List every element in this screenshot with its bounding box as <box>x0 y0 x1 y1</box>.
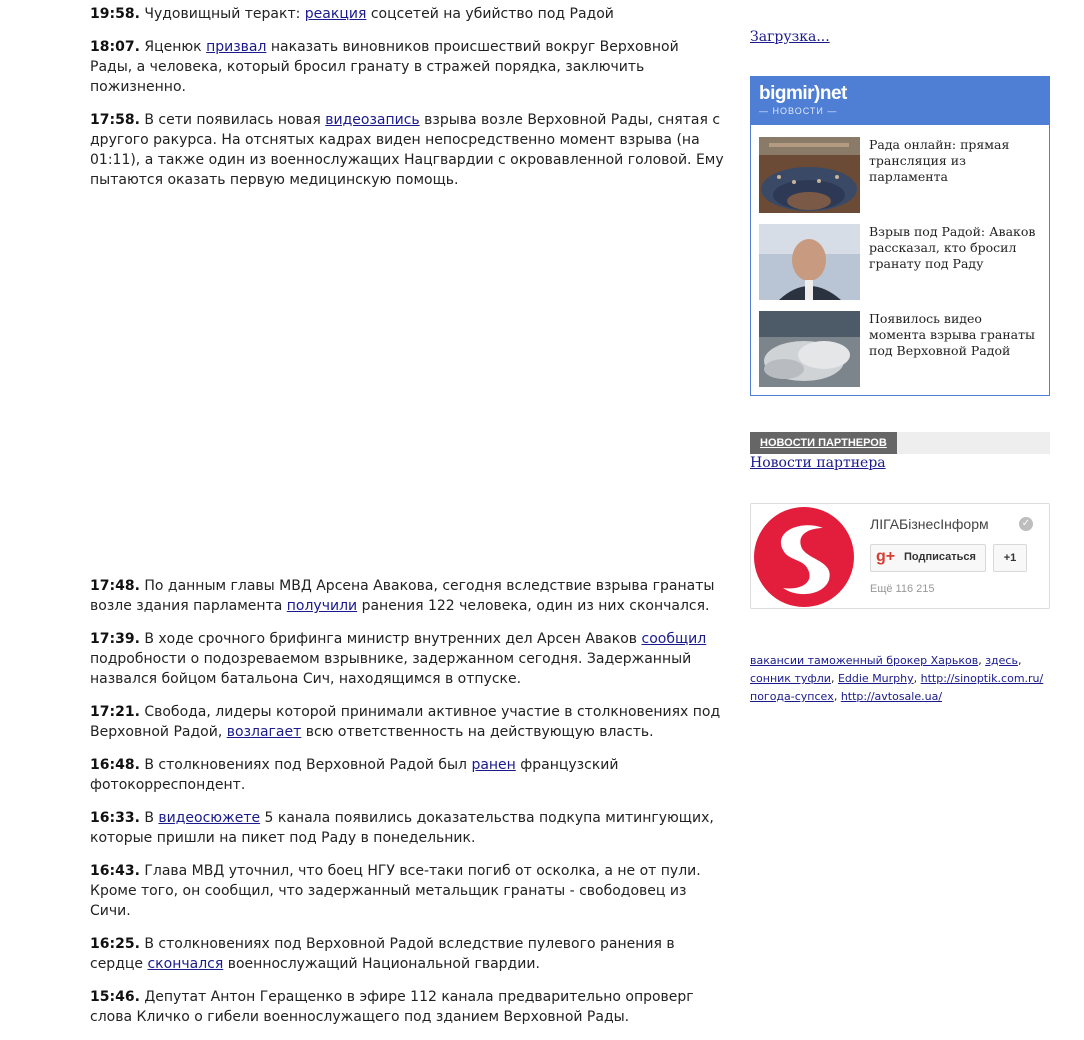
follow-label: Подписаться <box>904 551 976 563</box>
news-text: В ходе срочного брифинга министр внутренних дел Арсен Аваков <box>139 631 642 647</box>
news-item <box>90 629 725 689</box>
news-time: 16:48. <box>90 757 140 773</box>
ad-link[interactable]: сонник туфли <box>750 672 831 685</box>
bigmir-news-item[interactable] <box>759 137 1043 213</box>
news-link[interactable]: призвал <box>206 39 267 55</box>
news-text: всю ответственность на действующую власть. <box>301 724 654 740</box>
news-link[interactable]: ранен <box>471 757 516 773</box>
news-item <box>90 702 725 742</box>
ad-separator: , <box>830 672 838 685</box>
followers-count: Ещё 116 215 <box>870 583 935 595</box>
news-link[interactable]: сообщил <box>641 631 707 647</box>
ad-separator: , <box>833 690 841 703</box>
partners-tag[interactable]: НОВОСТИ ПАРТНЕРОВ <box>750 432 897 454</box>
bigmir-logo: bigmir)net <box>759 83 847 104</box>
page-name[interactable]: ЛIГАБiзнесIнформ <box>870 516 989 532</box>
verified-icon: ✓ <box>1019 517 1033 531</box>
ad-link[interactable]: погода-супсех <box>750 690 834 703</box>
ad-link[interactable]: http://sinoptik.com.ru/ <box>920 672 1044 685</box>
news-text: В <box>139 810 159 826</box>
news-feed <box>90 4 725 1040</box>
news-text: В столкновениях под Верховной Радой был <box>139 757 472 773</box>
ad-link[interactable]: Eddie Murphy <box>837 672 914 685</box>
news-item <box>90 37 725 97</box>
news-item <box>90 4 725 24</box>
ad-links <box>750 652 1060 706</box>
news-time: 17:48. <box>90 578 140 594</box>
ad-link[interactable]: здесь <box>985 654 1018 667</box>
news-time: 15:46. <box>90 989 140 1005</box>
news-time: 18:07. <box>90 39 140 55</box>
follow-button[interactable] <box>870 544 986 572</box>
news-item <box>90 808 725 848</box>
news-link[interactable]: возлагает <box>226 724 302 740</box>
news-text: французский фотокорреспондент. <box>90 757 619 793</box>
bigmir-subtitle: — НОВОСТИ — <box>759 106 838 116</box>
news-item <box>90 576 725 616</box>
partners-bar <box>750 432 1050 454</box>
embedded-video-area <box>90 203 725 563</box>
google-plus-card <box>750 503 1050 609</box>
bigmir-news-title[interactable]: Появилось видео момента взрыва гранаты под Верховной Радой <box>869 311 1035 358</box>
bigmir-news-title[interactable]: Рада онлайн: прямая трансляция из парламента <box>869 137 1010 184</box>
news-text: подробности о подозреваемом взрывнике, задержанном сегодня. Задержанный назвался бойцом батальона Сич, находящимся в отпуске. <box>90 651 692 687</box>
news-item <box>90 987 725 1027</box>
avakov-thumbnail[interactable] <box>759 224 860 300</box>
news-text: В сети появилась новая <box>139 112 326 128</box>
google-plus-icon: g+ <box>876 548 896 565</box>
news-text: Депутат Антон Геращенко в эфире 112 канала предварительно опроверг слова Кличко о гибели военнослужащего под зданием Верховной Рады. <box>90 989 694 1025</box>
news-time: 17:21. <box>90 704 140 720</box>
bigmir-header[interactable] <box>751 77 1049 125</box>
news-text: наказать виновников происшествий вокруг Верховной Рады, а человека, который бросил гранату в стражей порядка, заключить пожизненно. <box>90 39 679 95</box>
news-item <box>90 934 725 974</box>
news-text: Яценюк <box>139 39 207 55</box>
ad-link[interactable]: вакансии таможенный брокер Харьков <box>750 654 979 667</box>
news-link[interactable]: получили <box>286 598 358 614</box>
parliament-thumbnail[interactable] <box>759 137 860 213</box>
news-text: Чудовищный теракт: <box>139 6 305 22</box>
news-item <box>90 755 725 795</box>
news-time: 17:58. <box>90 112 140 128</box>
plus-one-button[interactable]: +1 <box>993 544 1027 572</box>
ad-separator: , <box>978 654 986 667</box>
bigmir-news-item[interactable] <box>759 311 1043 387</box>
ad-link[interactable]: http://avtosale.ua/ <box>840 690 943 703</box>
news-time: 19:58. <box>90 6 140 22</box>
news-text: соцсетей на убийство под Радой <box>366 6 614 22</box>
news-time: 16:25. <box>90 936 140 952</box>
news-link[interactable]: реакция <box>304 6 367 22</box>
news-time: 16:43. <box>90 863 140 879</box>
news-text: Глава МВД уточнил, что боец НГУ все-таки погиб от осколка, а не от пули. Кроме того, он сообщил, что задержанный метальщик гранаты - свободовец из Сичи. <box>90 863 701 919</box>
news-text: военнослужащий Национальной гвардии. <box>223 956 540 972</box>
news-text: 5 канала появились доказательства подкупа митингующих, которые пришли на пикет под Раду в понедельник. <box>90 810 714 846</box>
partners-link[interactable]: Новости партнера <box>750 455 886 471</box>
news-time: 17:39. <box>90 631 140 647</box>
ad-separator: , <box>1017 654 1022 667</box>
news-link[interactable]: скончался <box>147 956 224 972</box>
news-text: В столкновениях под Верховной Радой вследствие пулевого ранения в сердце <box>90 936 675 972</box>
news-text: По данным главы МВД Арсена Авакова, сегодня вследствие взрыва гранаты возле здания парламента <box>90 578 715 614</box>
news-time: 16:33. <box>90 810 140 826</box>
bigmir-news-title[interactable]: Взрыв под Радой: Аваков рассказал, кто бросил гранату под Раду <box>869 224 1036 271</box>
liga-logo[interactable] <box>753 506 855 608</box>
news-text: ранения 122 человека, один из них скончался. <box>357 598 710 614</box>
news-item <box>90 861 725 921</box>
news-link[interactable]: видеозапись <box>325 112 420 128</box>
news-text: взрыва возле Верховной Рады, снятая с другого ракурса. На отснятых кадрах виден непосредственно момент взрыва (на 01:11), а также один из военнослужащих Нацгвардии с окровавленной головой. Ему пытаются оказать первую медицинскую помощь. <box>90 112 724 188</box>
news-item <box>90 110 725 190</box>
news-text: Свобода, лидеры которой принимали активное участие в столкновениях под Верховной Радой, <box>90 704 721 740</box>
loading-link[interactable]: Загрузка... <box>750 29 830 45</box>
explosion-thumbnail[interactable] <box>759 311 860 387</box>
ad-separator: , <box>913 672 921 685</box>
news-link[interactable]: видеосюжете <box>158 810 261 826</box>
bigmir-news-item[interactable] <box>759 224 1043 300</box>
bigmir-news-widget <box>750 76 1050 396</box>
